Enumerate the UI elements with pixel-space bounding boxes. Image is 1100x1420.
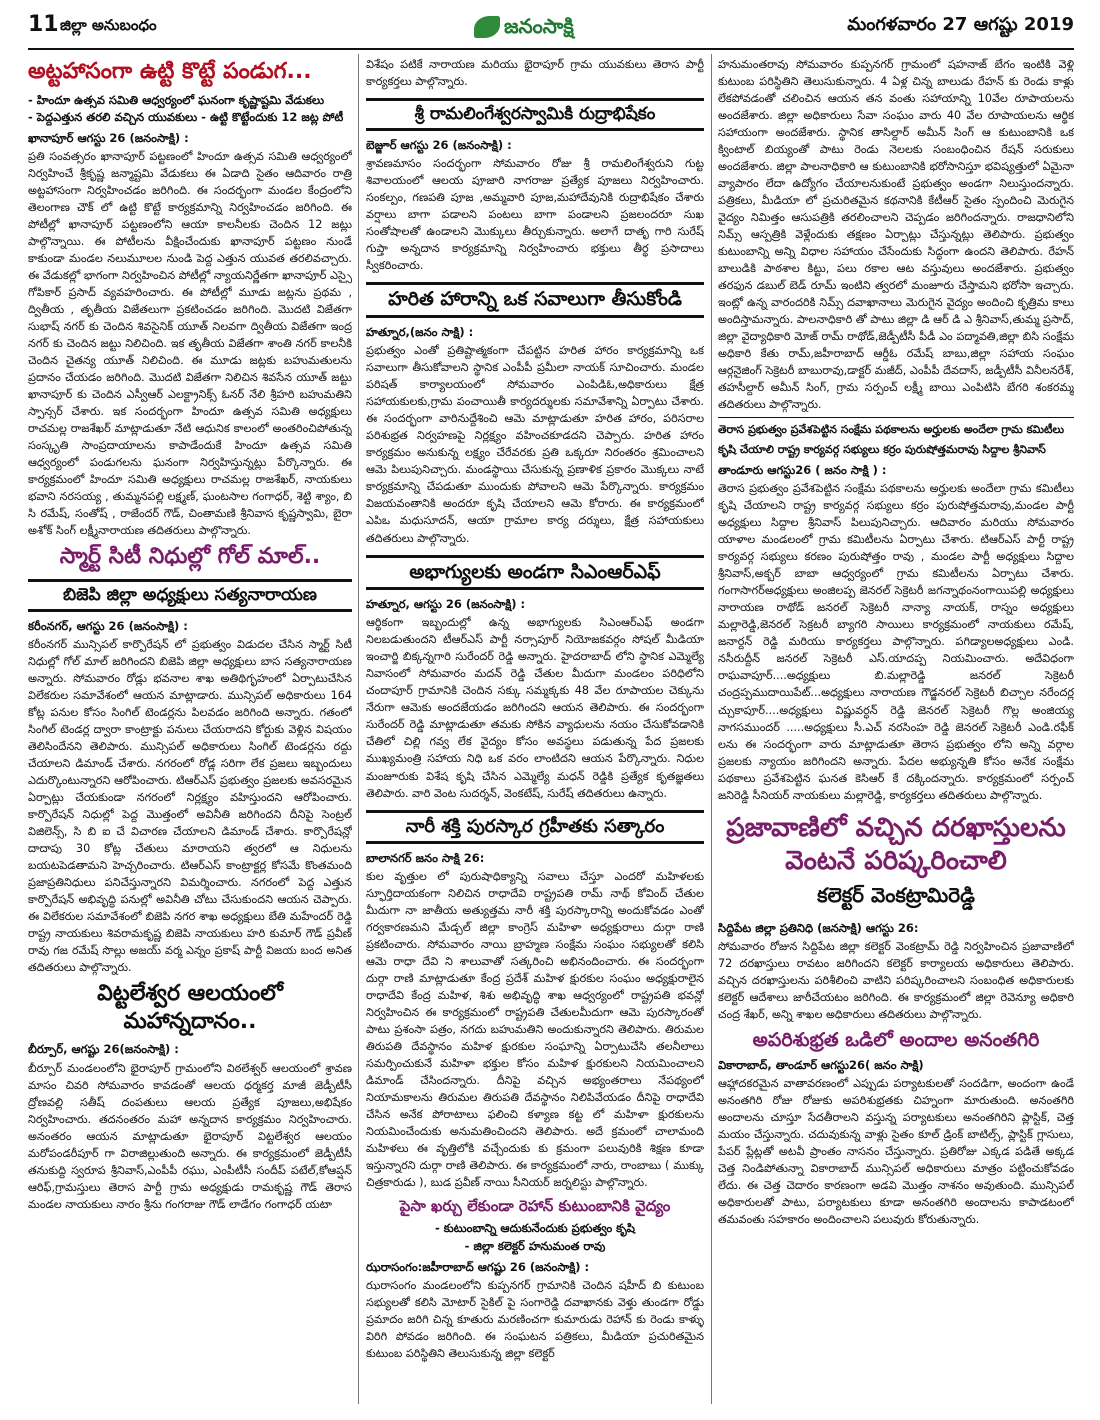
subheadline: కృషి చేయాలి రాష్ట్ర కార్యవర్గ సభ్యులు కర్రం పురుషోత్తమరావు సిద్దాల శ్రీనివాస్	[718, 443, 1046, 457]
article-rudrabhishekam	[366, 98, 704, 274]
leaf-icon	[474, 16, 500, 38]
article-body: ఆర్థికంగా ఇబ్బందుల్లో ఉన్న అభాగ్యులకు సిఎంఆర్ఎఫ్ అండగా నిలబడుతుందని టీఆర్ఎస్ పార్టీ నర్సాపూర్ నియోజకవర్గం సోషల్ మీడియా ఇంచార్జి బిక్కన్నగారి సురేందర్ రెడ్డి అన్నారు. హైదరాబాద్ లోని స్థానిక ఎమ్మెల్యే నివాసంలో సోమవారం మదన్ రెడ్డి చేతుల మీదుగా మండలం పరిధిలోని చందాపూర్ గ్రామానికి చెందిన సక్కు సమ్మక్కకు 48 వేల రూపాయల చెక్కును నేరుగా ఆమెకు అందజేయడం జరిగిందని ఆయన తెలిపారు. ఈ సందర్భంగా సురేందర్ రెడ్డి మాట్లాడుతూ తమకు సోకిన వ్యాధులను నయం చేసుకోవడానికి చేతిలో చిల్లి గవ్వ లేక వైద్యం కోసం అవస్థలు పడుతున్న పేద ప్రజలకు ముఖ్యమంత్రి సహాయ నిధి ఒక వరం లాంటిదని ఆయన పేర్కొన్నారు. నిధుల మంజూరుకు విశేష కృషి చేసిన ఎమ్మెల్యే మధన్ రెడ్డికి ప్రత్యేక కృతజ్ఞతలు తెలిపారు. వారి వెంట సుదర్శన్, వెంకటేష్, సురేష్ తదితరులు ఉన్నారు.	[366, 616, 704, 800]
article-body: కుల వృత్తుల లో పురుషాధిక్యాన్ని సవాలు చేస్తూ ఎందరో మహిళలకు స్ఫూర్తిదాయకంగా నిలిచిన రాధాదేవి రాష్ట్రపతి రామ్ నాథ్ కోవింద్ చేతుల మీదుగా నా జాతీయ అత్యుత్తమ నారీ శక్తి పురస్కారాన్ని అందుకోవడం ఎంతో గర్వకారణమని మేడ్చల్ జిల్లా కాంగ్రెస్ మహిళా అధ్యక్షురాలు దుర్గా రాణి ప్రకటించారు. సోమవారం నాయి బ్రాహ్మణ సంక్షేమ సంఘం సభ్యులతో కలిసి ఆమె రాధా దేవి ని శాలువాతో సత్కరించి అభినందించారు. ఈ సందర్భంగా దుర్గా రాణి మాట్లాడుతూ కేంద్ర ప్రదేశ్ మహిళ క్షురకుల సంఘం అధ్యక్షురాలైన రాధాదేవి కేంద్ర మహిళ, శిశు అభివృద్ధి శాఖ ఆధ్వర్యంలో రాష్ట్రపతి భవన్లో నిర్వహించిన ఈ కార్యక్రమంలో రాష్ట్రపతి చేతులమీదుగా ఆమె పురస్కారంతో పాటు ప్రశంసా పత్రం, నగదు బహుమతిని అందుకున్నారని తెలిపారు. తిరుమల తిరుపతి దేవస్థానం మహిళ క్షురకుల సంఘాన్ని ఏర్పాటుచేసి తలనీలాలు సమర్పించుకునే మహిళా భక్తుల కోసం మహిళ క్షురకులని నియమించాలని డిమాండ్ చేసిందన్నారు. దీనిపై వచ్చిన అభ్యంతరాలు నేపథ్యంలో నియామకాలను తిరుమల తిరుపతి దేవస్థానం నిలిపివేయడం దీనిపై రాధాదేవి చేసిన అనేక పోరాటాలు ఫలించి కళ్యాణ కట్ట లో మహిళా క్షురకులను నియమించేందుకు అనుమతించిందని తెలిపారు. అదే క్రమంలో చాలామంది మహిళలు ఈ వృత్తిలోకి వచ్చేందుకు కు క్రమంగా పలువురికి శిక్షణ కూడా ఇస్తున్నారని దుర్గా రాణి తెలిపారు. ఈ కార్యక్రమంలో నారు, రాంబాబు ( ముక్కు చిత్రకారుడు ), బుడ ప్రవీణ్ నాయి సీనియర్ జర్నలిస్టు పాల్గొన్నారు.	[366, 870, 704, 1190]
headline: స్మార్ట్ సిటీ నిధుల్లో గోల్ మాల్..	[59, 544, 321, 570]
newspaper-logo	[474, 12, 644, 42]
article-janmashtami	[28, 58, 352, 539]
dateline: కరీంనగర్, ఆగస్టు 26 (జనంసాక్షి) :	[28, 619, 188, 634]
headline: నారీ శక్తి పురస్కార గ్రహీతకు సత్కారం	[366, 810, 704, 845]
subheadline: కలెక్టర్ వెంకట్రామిరెడ్డి	[817, 883, 975, 908]
dateline: వికారాబాద్, తాండూర్ ఆగస్టు26( జనం సాక్షి)	[718, 1058, 924, 1073]
article-body: కరీంనగర్ మున్సిపల్ కార్పొరేషన్ లో ప్రభుత్వం విడుదల చేసిన స్మార్ట్ సిటీ నిధుల్లో గోల్ మాల్ జరిగిందని బిజెపి జిల్లా అధ్యక్షులు బాస సత్యనారాయణ అన్నారు. సోమవారం రోడ్లు భవనాల శాఖ అతిథిగృహంలో ఏర్పాటుచేసిన విలేకరుల సమావేశంలో ఆయన మాట్లాడారు. మున్సిపల్ అధికారులు 164 కోట్ల పనుల కోసం సింగిల్ టెండర్లను పిలవడం జరిగింది అన్నారు. గతంలో సింగిల్ టెండర్ల ద్వారా కాంట్రాక్టు పనులు చేయరాదని కోర్టుకు వెళ్లిన విషయం తెలిసిందేనని తెలిపారు. మున్సిపల్ అధికారులు సింగిల్ టెండర్లను రద్దు చేయాలని డిమాండ్ చేశారు. నగరంలో రోడ్ల సరిగా లేక ప్రజలు ఇబ్బందులు ఎదుర్కొంటున్నారని ఆరోపించారు. టిఆర్ఎస్ ప్రభుత్వం ప్రజలకు అవసరమైన ఏర్పాట్లు చేయకుండా నగరంలో నిర్లక్ష్యం వహిస్తుందని ఆరోపించారు. కార్పొరేషన్ నిధుల్లో పెద్ద మొత్తంలో అవినీతి జరిగిందని దీనిపై సెంట్రల్ విజిలెన్స్, సి బి ఐ చే విచారణ చేయాలని డిమాండ్ చేశారు. కార్పొరేషన్లో దాదాపు 30 కోట్ల చేతులు మారాయని త్వరలో ఆ నిధులను బయటపెడతామని హెచ్చరించారు. టిఆర్ఎస్ కాంట్రాక్టర్ల కోసమే కొంతమంది ప్రజాప్రతినిధులు పనిచేస్తున్నారని విమర్శించారు. నగరంలో పెద్ద ఎత్తున కార్పొరేషన్ అభివృద్ధి పనుల్లో అవినీతి చోటు చేసుకుందని ఆయన చెప్పారు. ఈ విలేకరుల సమావేశంలో బిజెపి నగర శాఖ అధ్యక్షులు బేతి మహేందర్ రెడ్డి రాష్ట్ర నాయకులు శివరామకృష్ణ బిజెపి నాయకులు హరి కుమార్ గౌడ్ ప్రవీణ్ రావు గజ రమేష్ సొల్లు అజయ్ వర్మ ఎన్నం ప్రకాష్ పార్టీ విజయ బంద అనిత తదితరులు పాల్గొన్నారు.	[28, 638, 352, 975]
article-ananthagiri	[718, 1029, 1074, 1228]
article-annadanam	[28, 980, 352, 1212]
logo-text: జనంసాక్షి	[504, 14, 574, 38]
article-prajavani	[718, 812, 1074, 1024]
dateline: బాలానగర్ జనం సాక్షి 26:	[366, 851, 485, 866]
article-body: బీర్పూర్ మండలంలోని భైరాపూర్ గ్రామంలోని విఠలేశ్వర్ ఆలయంలో శ్రావణ మాసం చివరి సోమవారం కావడంతో ఆలయ ధర్మకర్త మాజీ జెడ్పీటీసీ ద్రోణవల్లి సతీష్ దంపతులు ఆలయ ప్రత్యేక పూజలు,అభిషేకం నిర్వహించారు. తదనంతరం మహా అన్నదాన కార్యక్రమం నిర్వహించారు. అనంతరం ఆయన మాట్లాడుతూ భైరాపూర్ విట్టలేశ్వర ఆలయం మరోపండరీపూర్ గా విరాజిల్లుతుంది అన్నారు. ఈ కార్యక్రమంలో జెడ్పీటీసీ తనుకుద్ది స్వరూప శ్రీనివాస్,ఎంపీపీ రఘు, ఎంపీటీసీ సందీప్ పటేల్,కోఆప్షన్ ఆరిఫ్,గ్రామస్తులు తెరాస పార్టీ గ్రామ అధ్యక్షుడు రామకృష్ణ గౌడ్ తెరాస మండల నాయకులు నారం శ్రీను గంగరాజు గౌడ్ లాడేగం గంగాధర్ యటా	[28, 1061, 352, 1211]
dateline: ఖానాపూర్ ఆగస్టు 26 (జనంసాక్షి) :	[28, 130, 189, 145]
column-3	[718, 54, 1074, 1404]
article-body: తెరాస ప్రభుత్వం ప్రవేశపెట్టిన సంక్షేమ పథకాలను అర్హులకు అందేలా గ్రామ కమిటీలు కృషి చేయాలని రాష్ట్ర కార్యవర్గ సభ్యులు కర్రం పురుషోత్తమరావు,మండల పార్టీ అధ్యక్షులు సిద్దాల శ్రీనివాస్ పిలుపునిచ్చారు. ఆదివారం మరియు సోమవారం యాళాల మండలంలో గ్రామ కమిటీలను ఏర్పాటు చేశారు. టిఆర్ఎస్ పార్టీ రాష్ట్ర కార్యవర్గ సభ్యులు కరణం పురుషోత్తం రావు , మండల పార్టీ అధ్యక్షులు సిద్దాల శ్రీనివాస్,అక్బర్ బాబా ఆధ్వర్యంలో గ్రామ కమిటీలను ఏర్పాటు చేశారు. గంగాసాగర్అధ్యక్షులు అంజిలప్ప జెనరల్ సెక్రెటరీ జగన్నాథంనంగాయిపల్లి అధ్యక్షులు నారాయణ రాథోడ్ జనరల్ సెక్రెటరీ నాన్యా నాయక్, రాస్నం అధ్యక్షులు మల్లారెడ్డి,జెనరల్ సెక్రటరీ బ్యాగరి సాయిలు కార్యక్రమంలో నాయకులు రమేష్, జనార్దన్ రెడ్డి మరియు కార్యకర్తలు పాల్గొన్నారు. పగిడ్యాలఅధ్యక్షులు ఎండి. నసీరుద్దీన్ జనరల్ సెక్రెటరీ ఎస్.యాదప్ప నియమించారు. అదేవిధంగా రాఘవాపూర్....అధ్యక్షులు బి.మల్లారెడ్డి జనరల్ సెక్రెటరీ చంద్రప్పముదాయిపేట్...అధ్యక్షులు నారాయణ గౌడ్జనరల్ సెక్రెటరీ బిచ్చాల నరేందర్ల చ్చుకాపూర్....అధ్యక్షులు విష్ణువర్ధన్ రెడ్డి జెనరల్ సెక్రెటరీ గొల్ల అంజియ్య నాగసముందర్ .....అధ్యక్షులు సీ.ఎచ్ నరసింహ రెడ్డి జెనరల్ సెక్రెటరీ ఎండి.రఫీక్ లను ఈ సందర్భంగా వారు మాట్లాడుతూ తెరాస ప్రభుత్వం లోని అన్ని వర్గాల ప్రజలకు న్యాయం జరిగిందని అన్నారు. పేదల అభ్యున్నతి కోసం అనేక సంక్షేమ పథకాలు ప్రవేశపెట్టిన ఘనత కెసిఆర్ కే దక్కిందన్నారు. కార్యక్రమంలో సర్పంచ్ జనిరెడ్డి సీనియర్ నాయకులు మల్లారెడ్డి, కార్యకర్తలు తదితరులు పాల్గొన్నారు.	[718, 482, 1074, 802]
column-divider	[358, 54, 359, 1404]
headline: హరిత హారాన్ని ఒక సవాలుగా తీసుకోండి	[366, 282, 704, 318]
page-number: 11	[28, 12, 59, 37]
headline: పైసా ఖర్చు లేకుండా రెహాన్ కుటుంబానికి వైద్యం	[399, 1197, 671, 1216]
issue-date: మంగళవారం 27 ఆగష్టు 2019	[847, 14, 1074, 35]
article-haritha-haram	[366, 282, 704, 546]
dateline: హత్నూర, ఆగస్టు 26 (జనంసాక్షి) :	[366, 597, 526, 612]
headline: అభాగ్యులకు అండగా సిఎంఆర్ఎఫ్	[366, 555, 704, 591]
dateline: బెజ్జూర్ ఆగస్టు 26 (జనంసాక్షి) :	[366, 138, 512, 153]
article-body: సోమవారం రోజున సిద్దిపేట జిల్లా కలెక్టర్ వెంకట్రామ్ రెడ్డి నిర్వహించిన ప్రజావాణిలో 72 దరఖాస్తులు రావటం జరిగిందని కలెక్టర్ కార్యాలయ అధికారులు తెలిపారు. వచ్చిన దరఖాస్తులను పరిశీలించి వాటిని పరిష్కరించాలని సంబంధిత అధికారులకు కలెక్టర్ ఆదేశాలు జారీచేయటం జరిగింది. ఈ కార్యక్రమంలో జిల్లా రెవెన్యూ అధికారి చంద్ర శేఖర్, అన్ని శాఖల అధికారులు తదితరులు పాల్గొన్నారు.	[718, 940, 1074, 1022]
dateline: తాండూరు ఆగస్టు26 ( జనం సాక్షి ) :	[718, 463, 887, 478]
article-nari-shakti	[366, 810, 704, 1192]
article-body: ప్రతి సంవత్సరం ఖానాపూర్ పట్టణంలో హిందూ ఉత్సవ సమితి ఆధ్వర్యంలో నిర్వహించే శ్రీకృష్ణ జన్మాష్టమి వేడుకలు ఈ ఏడాది సైతం ఆదివారం రాత్రి అట్టహాసంగా నిర్వహించడం జరిగింది. ఈ సందర్భంగా మండల కేంద్రంలోని తెలంగాణ చౌక్ లో ఉట్టి కొట్టే కార్యక్రమాన్ని నిర్వహించడం జరిగింది. ఈ పోటీల్లో ఖానాపూర్ పట్టణంలోని ఆయా కాలనీలకు చెందిన 12 జట్లు పాల్గొన్నాయి. ఈ పోటీలను వీక్షించేందుకు ఖానాపూర్ పట్టణం నుండే కాకుండా మండల నలుమూలల నుండి పెద్ద ఎత్తున యువత తరలివచ్చారు. ఈ వేడుకల్లో భాగంగా నిర్వహించిన పోటీల్లో న్యాయనిర్ణేతగా ఖానాపూర్ ఎస్సై గోపికార్ ప్రసాద్ వ్యవహరించారు. ఈ పోటీల్లో మూడు జట్లను ప్రథమ , ద్వితీయ , తృతీయ విజేతలుగా ప్రకటించడం జరిగింది. మొదటి విజేతగా సుభాష్ నగర్ కు చెందిన శివసైనిక్ యూత్ నిలవగా ద్వితీయ విజేతగా ఇంద్ర నగర్ కు చెందిన జట్టు నిలిచింది. ఇక తృతీయ విజేతగా శాంతి నగర్ కాలనీకి చెందిన చైతన్య యూత్ నిలిచింది. ఈ మూడు జట్లకు బహుమతులను ప్రదానం చేయడం జరిగింది. మొదటి విజేతగా నిలిచిన శివసేన యూత్ జట్టు ఖానాపూర్ కు చెందిన ఎస్వీఆర్ ఎలక్ట్రానిక్స్ ఓనర్ నేలి శ్రీహరి బహుమతిని స్పాన్సర్ చేశారు. ఇక సందర్భంగా హిందూ ఉత్సవ సమితి అధ్యక్షులు రాచమల్ల రాజశేఖర్ మాట్లాడుతూ నేటి ఆధునిక కాలంలో అంతరించిపోతున్న సంస్కృతి సాంప్రదాయాలను కాపాడేందుకే హిందూ ఉత్సవ సమితి ఆధ్వర్యంలో పండుగలను ఘనంగా నిర్వహిస్తున్నట్లు పేర్కొన్నారు. ఈ కార్యక్రమంలో హిందూ సమితి అధ్యక్షులు రాచమల్ల రాజశేఖర్, నాయకులు భవాని నరసయ్య , తుమ్మనపల్లి లక్ష్మణ్, ఘంటసాల గంగాధర్, శెట్టి శ్యాం, బి సి రమేష్, సంతోష్ , రాజేందర్ గౌడ్, చింతామణి శ్రీనివాస కృష్ణస్వామి, బైరా అశోక్ సింగ్ లక్ష్మీనారాయణ తదితరులు పాల్గొన్నారు.	[28, 149, 352, 538]
headline: తెరాస ప్రభుత్వం ప్రవేశపెట్టిన సంక్షేమ పథకాలను అర్హులకు అందేలా గ్రామ కమిటీలు	[718, 417, 1074, 438]
deck-line: - హిందూ ఉత్సవ సమితి ఆధ్వర్యంలో ఘనంగా కృష్ణాష్టమి వేడుకలు	[28, 92, 325, 107]
dateline: హత్నూర,(జనం సాక్షి) :	[366, 325, 474, 340]
headline: శ్రీ రామలింగేశ్వరస్వామికి రుద్రాభిషేకం	[366, 98, 704, 131]
article-body: శ్రావణమాసం సందర్భంగా సోమవారం రోజు శ్రీ రామలింగేశ్వరుని గుట్ట శివాలయంలో ఆలయ పూజారి నాగరాజు ప్రత్యేక పూజలు నిర్వహించారు. సంకల్పం, గణపతి పూజ ,అమ్మవారి పూజ,మహాదేవునికి రుద్రాభిషేకం చేశారు వర్షాలు బాగా పడాలని పంటలు బాగా పండాలని ప్రజలందరూ సుఖ సంతోషాలతో ఉండాలని మొక్కులు తీర్చుకున్నారు. అలాగే దాతృ గారి సురేష్ గుప్తా అన్నదాన కార్యక్రమాన్ని నిర్వహించారు భక్తులు తీర్థ ప్రసాదాలు స్వీకరించారు.	[366, 157, 704, 273]
article-smart-city	[28, 543, 352, 976]
continued-text: హనుమంతరావు సోమవారం కుప్పనగర్ గ్రామంలో షహనాజ్ బేగం ఇంటికి వెళ్లి కుటుంబ పరిస్థితిని తెలుసుకున్నారు. 4 ఏళ్ల చిన్న బాలుడు రేహన్ కు రెండు కాళ్లు లేకపోవడంతో చలించిన ఆయన తన వంతు సహాయాన్ని 10వేల రూపాయలను అందజేశారు. జిల్లా అధికారులు సేవా సంఘం వారు 40 వేల రూపాయలను ఆర్థిక సహాయంగా అందజేశారు. స్థానిక తాసిల్దార్ అమీన్ సింగ్ ఆ కుటుంబానికి ఒక క్వింటాల్ బియ్యంతో పాటు రెండు నెలలకు సంబంధించిన రేషన్ సరుకులు అందజేశారు. జిల్లా పాలనాధికారి ఆ కుటుంబానికి భరోసానిస్తూ భవిష్యత్తులో ఏమైనా వ్యాపారం లేదా ఉద్యోగం చేయాలనుకుంటే ప్రభుత్వం అండగా నిలుస్తుందన్నారు. పత్రికలు, మీడియా లో ప్రచురితమైన కథనానికి కేటీఆర్ సైతం స్పందించి మెరుగైన వైద్యం నిమిత్తం ఆసుపత్రికి తరలించాలని చెప్పడం జరిగిందన్నారు. రాజధానిలోని నిమ్స్ ఆస్పత్రికి వెళ్లేందుకు తక్షణం ఏర్పాట్లు చేస్తున్నట్లు తెలిపారు. ప్రభుత్వం కుటుంబాన్ని అన్ని విధాల సహాయం చేసేందుకు సిద్ధంగా ఉందని తెలిపారు. రేహన్ బాలుడికి పాఠశాల కిట్టు, పలు రకాల ఆట వస్తువులు అందజేశారు. ప్రభుత్వం తరఫున డబుల్ బెడ్ రూమ్ ఇంటిని త్వరలో మంజూరు చేస్తామని భరోసా ఇచ్చారు. ఇంట్లో ఉన్న వారందరికి నిమ్స్ దవాఖానాలు మెరుగైన వైద్యం అందించి కృత్రిమ కాలు అందిస్తామన్నారు. పాలనాధికారి తో పాటు జిల్లా డి ఆర్ డి ఎ శ్రీనివాస్,తుమ్మ ప్రసాద్, జిల్లా వైద్యాధికారి మోజ్ రామ్ రాథోడ్,జెడ్పీటీసీ పీడీ ఎం పద్మావతి,జిల్లా బిసి సంక్షేమ అధికారి కేతు రామ్,జహీరాబాద్ ఆర్డీఓ రమేష్ బాబు,జిల్లా సహాయ సంఘం ఆర్గనైజింగ్ సెక్రెటరీ బాబురావు,డాక్టర్ మజీద్, ఎంపీపీ దేవదాస్, జడ్పీటీసీ వినీలనరేశ్, తహసీల్దార్ అమీన్ సింగ్, గ్రామ సర్పంచ్ లక్ష్మీ బాయి ఎంపిటిసి బేగరి శంకరమ్మ తదితరులు పాల్గొన్నారు.	[718, 58, 1074, 412]
headline: అట్టహాసంగా ఉట్టి కొట్టే పండుగ...	[28, 59, 312, 84]
column-divider	[711, 54, 712, 1404]
deck-line: - జిల్లా కలెక్టర్ హనుమంత రావు	[464, 1238, 606, 1253]
deck-line: - కుటుంబాన్ని ఆదుకునేందుకు ప్రభుత్వం కృషి	[435, 1221, 635, 1236]
dateline: బీర్పూర్, ఆగష్టు 26(జనంసాక్షి) :	[28, 1042, 179, 1057]
column-2	[366, 54, 704, 1404]
article-cmrf	[366, 555, 704, 802]
masthead	[28, 12, 1074, 46]
masthead-rule	[28, 48, 1074, 50]
dateline: ఝరాసంగం:జహీరాబాద్ ఆగష్టు 26 (జనంసాక్షి) :	[366, 1259, 590, 1274]
headline: ప్రజావాణిలో వచ్చిన దరఖాస్తులను వెంటనే పరిష్కరించాలి	[726, 812, 1066, 877]
article-body: ప్రభుత్వం ఎంతో ప్రతిష్టాత్మకంగా చేపట్టిన హరిత హారం కార్యక్రమాన్ని ఒక సవాలుగా తీసుకోవాలని స్థానిక ఎంపీపీ ప్రమీలా నాయక్ సూచించారు. మండల పరిషత్ కార్యాలయంలో సోమవారం ఎంపిడిఓ,అధికారులు క్షేత్ర సహాయకులకు,గ్రామ పంచాయితీ కార్యదర్శులకు సమావేశాన్ని ఏర్పాటు చేశారు. ఈ సందర్భంగా వారినుద్దేశించి ఆమె మాట్లాడుతూ హరిత హారం, పరిసరాల పరిశుభ్రత నిర్వహణపై నిర్లక్ష్యం వహించకూడదని చెప్పారు. హరిత హారం కార్యక్రమం అనుకున్న లక్ష్యం చేరేవరకు ప్రతి ఒక్కరూ నిరంతరం శ్రమించాలని ఆమె పిలుపునిచ్చారు. మండస్థాయి చేసుకున్న ప్రణాళిక ప్రకారం మొక్కలు నాటే కార్యక్రమాన్ని చేపడుతూ ముందుకు పోవాలని ఆమె పేర్కొన్నారు. కార్యక్రమం విజయవంతానికి అందరూ కృషి చేయాలని ఆమె కోరారు. ఈ కార్యక్రమంలో ఎపిఒ మధుసూదన్, ఆయా గ్రామాల కార్య దర్శులు, క్షేత్ర సహాయకులు తదితరులు పాల్గొన్నారు.	[366, 344, 704, 545]
column-1	[28, 54, 352, 1404]
headline: విట్టలేశ్వర ఆలయంలో మహాన్నదానం..	[97, 981, 283, 1034]
deck-line: - పెద్దఎత్తున తరలి వచ్చిన యువకులు - ఉట్టి కొట్టేందుకు 12 జట్ల పోటీ	[28, 110, 344, 125]
section-name: జిల్లా అనుబంధం	[60, 16, 157, 34]
article-rehan	[366, 1197, 704, 1361]
article-body: ఝరాసంగం మండలంలోని కుప్పనగర్ గ్రామానికి చెందిన షహీద్ బి కుటుంబ సభ్యులతో కలిసి మోటార్ సైకిల్ పై సంగారెడ్డి దవాఖానకు వెళ్తు తుండగా రోడ్డు ప్రమాదం జరిగి చిన్న కూతురు మరణించగా కుమారుడు రెహాన్ కు రెండు కాళ్ళు విరిగి పోవడం జరిగింది. ఈ సంఘటన పత్రికలు, మీడియా ప్రచురితమైన కుటుంబ పరిస్థితిని తెలుసుకున్న జిల్లా కలెక్టర్	[366, 1278, 704, 1360]
article-village-committees	[718, 417, 1074, 803]
dateline: సిద్దిపేట జిల్లా ప్రతినిధి (జనసాక్షి) ఆగస్టు 26:	[718, 921, 919, 936]
headline: అపరిశుభ్రత ఒడిలో అందాల అనంతగిరి	[752, 1029, 1040, 1052]
article-body: ఆహ్లాదకరమైన వాతావరణంలో ఎప్పుడు పర్యాటకులతో సందడిగా, అందంగా ఉండే అనంతగిరి రోజు రోజుకు అపరిశుభ్రతకు చిహ్నంగా మారుతుంది. అనంతగిరి అందాలను చూస్తూ సేదతీరాలని వస్తున్న పర్యాటకులు అనంతగిరిని ప్లాస్టిక్, చెత్త మయం చేస్తున్నారు. చదువుకున్న వాళ్లు సైతం కూల్ డ్రింక్ బాటిల్స్, ప్లాస్టిక్ గ్లాసులు, పేపర్ ప్లేట్లతో అటవీ ప్రాంతం నాసనం చేస్తున్నారు. ప్రతిరోజు ఎక్కడ పడితే అక్కడ చెత్త నిండిపోతున్నా వికారాబాద్ మున్సిపల్ అధికారులు మాత్రం పట్టించుకోవడం లేదు. ఈ చెత్త చెదారం కారణంగా అడవి మొత్తం నాశనం అవుతుంది. మున్సిపల్ అధికారులతో పాటు, పర్యాటకులు కూడా అనంతగిరి అందాలను కాపాడటంలో తమవంతు సహకారం అందించాలని పలువురు కోరుతున్నారు.	[718, 1077, 1074, 1227]
subheadline: బిజెపి జిల్లా అధ్యక్షులు సత్యనారాయణ	[28, 579, 352, 612]
continued-text: విశేషం పటికే నారాయణ మరియు భైరాపూర్ గ్రామ యువకులు తెరాస పార్టీ కార్యకర్తలు పాల్గొన్నారు.	[366, 58, 704, 89]
